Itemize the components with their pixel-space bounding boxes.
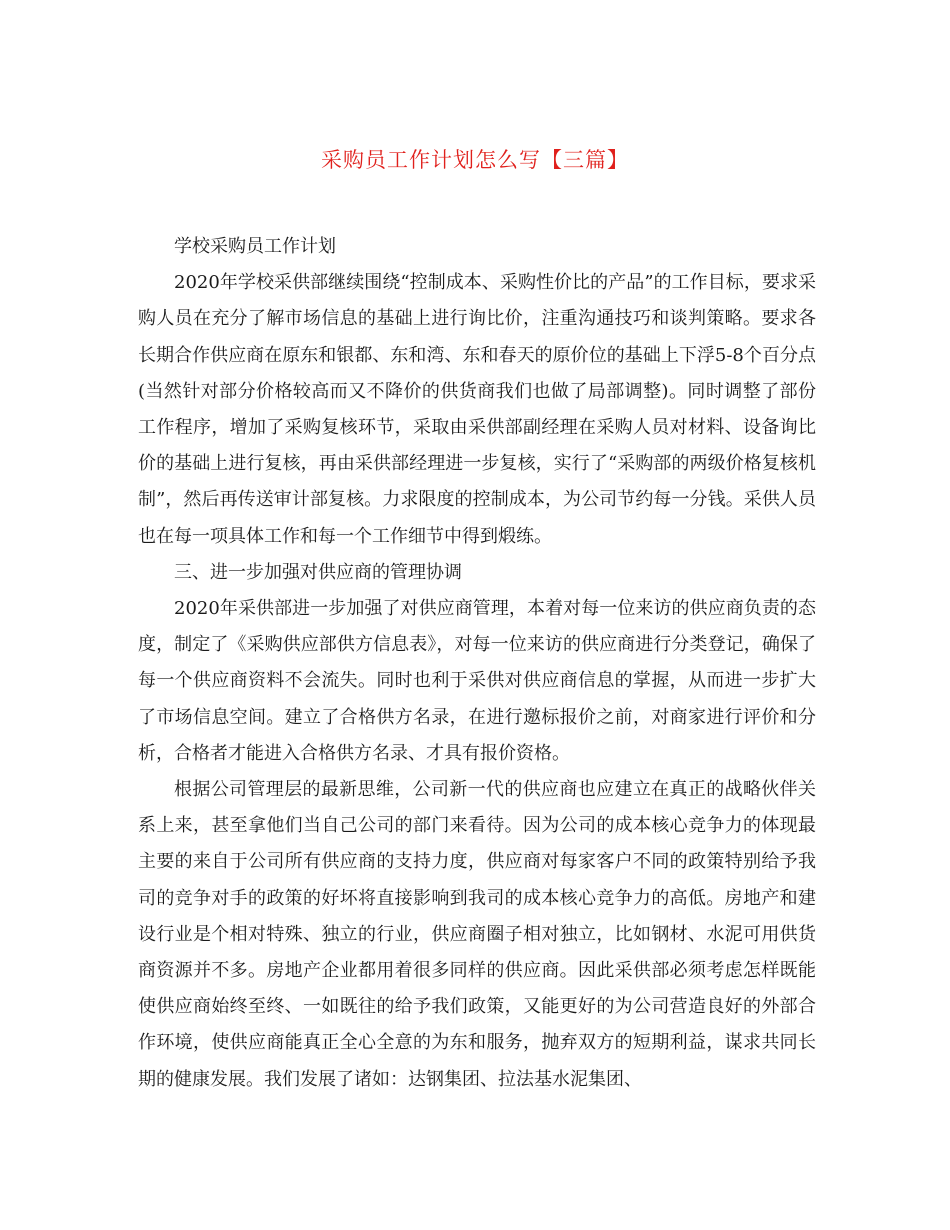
section-heading: 三、进一步加强对供应商的管理协调 (174, 561, 462, 583)
body-paragraph: 根据公司管理层的最新思维，公司新一代的供应商也应建立在真正的战略伙伴关系上来，甚至拿他们当自己公司的部门来看待。因为公司的成本核心竞争力的体现最主要的来自于公司所有供应商的支持力度，供应商对每家客户不同的政策特别给予我司的竞争对手的政策的好坏将直接影响到我司的成本核心竞争力的高低。房地产和建设行业是个相对特殊、独立的行业，供应商圈子相对独立，比如钢材、水泥可用供货商资源并不多。房地产企业都用着很多同样的供应商。因此采供部必须考虑怎样既能使供应商始终至终、一如既往的给予我们政策，又能更好的为公司营造良好的外部合作环境，使供应商能真正全心全意的为东和服务，抛弃双方的短期利益，谋求共同长期的健康发展。我们发展了诸如：达钢集团、拉法基水泥集团、 (138, 779, 816, 1090)
document-title: 采购员工作计划怎么写【三篇】 (321, 148, 629, 172)
section-heading: 学校采购员工作计划 (174, 236, 336, 257)
body-paragraph: 2020年采供部进一步加强了对供应商管理，本着对每一位来访的供应商负责的态度，制定了《采购供应部供方信息表》，对每一位来访的供应商进行分类登记，确保了每一个供应商资料不会流失。同时也利于采供对供应商信息的掌握，从而进一步扩大了市场信息空间。建立了合格供方名录，在进行邀标报价之前，对商家进行评价和分析，合格者才能进入合格供方名录、才具有报价资格。 (138, 598, 816, 764)
body-paragraph: 2020年学校采供部继续围绕“控制成本、采购性价比的产品”的工作目标，要求采购人员在充分了解市场信息的基础上进行询比价，注重沟通技巧和谈判策略。要求各长期合作供应商在原东和银都、东和湾、东和春天的原价位的基础上下浮5-8个百分点(当然针对部分价格较高而又不降价的供货商我们也做了局部调整)。同时调整了部份工作程序，增加了采购复核环节，采取由采供部副经理在采购人员对材料、设备询比价的基础上进行复核，再由采供部经理进一步复核，实行了“采购部的两级价格复核机制”，然后再传送审计部复核。力求限度的控制成本，为公司节约每一分钱。采供人员也在每一项具体工作和每一个工作细节中得到煅练。 (138, 272, 816, 547)
document-body (138, 229, 816, 1098)
